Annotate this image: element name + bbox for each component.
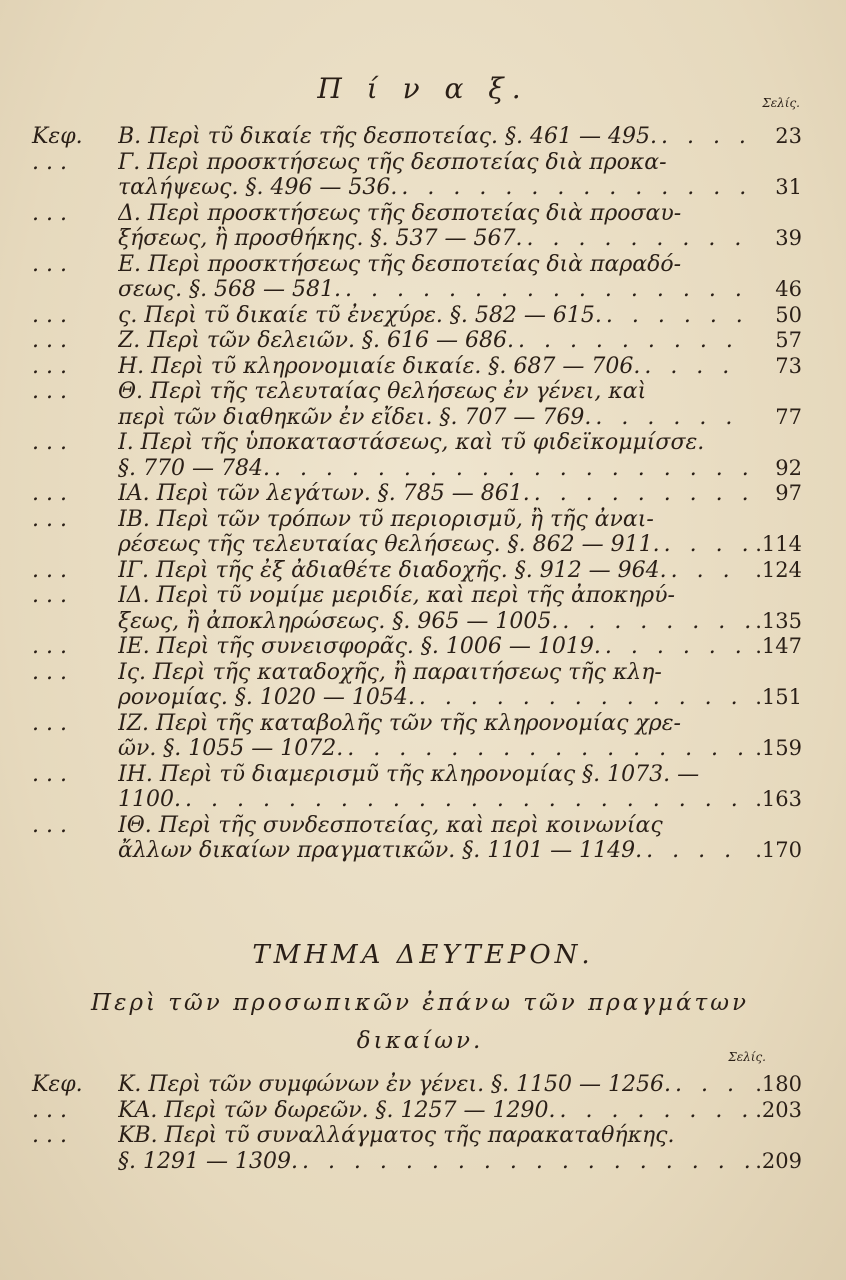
toc-entry [32, 660, 802, 711]
toc-prefix: . . . [32, 251, 67, 277]
toc-text: ΙΔ. Περὶ τῦ νομίμε μεριδίε, καὶ περὶ τῆς ἀποκηρύ- [118, 583, 675, 608]
toc-line [32, 150, 802, 176]
table-of-contents [32, 124, 802, 864]
toc-line [32, 736, 802, 762]
toc-line [32, 456, 802, 482]
dot-leader [527, 226, 751, 252]
toc-text: ΙΓ. Περὶ τῆς ἐξ ἀδιαθέτε διαδοχῆς. §. 912 — 964. [118, 557, 667, 583]
toc-line [32, 277, 802, 303]
toc-line [32, 226, 802, 252]
toc-entry [32, 634, 802, 660]
dot-leader [534, 481, 750, 507]
toc-text: ς. Περὶ τῦ δικαίε τῦ ἐνεχύρε. §. 582 — 615. [118, 302, 602, 328]
toc-prefix: . . . [32, 200, 67, 226]
toc-text: ρονομίας. §. 1020 — 1054. [118, 685, 415, 710]
toc-entry [32, 711, 802, 762]
dot-leader [606, 303, 750, 329]
toc-text: Ις. Περὶ τῆς καταδοχῆς, ἢ παραιτήσεως τῆς κλη- [118, 659, 662, 685]
toc-line [32, 124, 802, 150]
toc-line [32, 1149, 802, 1175]
toc-line [32, 303, 802, 329]
toc-text: ΚΒ. Περὶ τῦ συναλλάγματος τῆς παρακαταθήκης. [118, 1123, 675, 1148]
toc-prefix: . . . [32, 812, 67, 838]
toc-prefix: . . . [32, 302, 67, 328]
toc-line [32, 787, 802, 813]
dot-leader [644, 354, 750, 380]
toc-page-number: 50 [775, 302, 802, 327]
toc-text: ΙΕ. Περὶ τῆς συνεισφορᾶς. §. 1006 — 1019. [118, 634, 601, 659]
toc-text: ΙΖ. Περὶ τῆς καταβολῆς τῶν τῆς κληρονομίας χρε- [118, 710, 681, 736]
toc-entry [32, 813, 802, 864]
toc-line [32, 558, 802, 584]
toc-text: Θ. Περὶ τῆς τελευταίας θελήσεως ἐν γένει, καὶ [118, 379, 647, 404]
toc-prefix: . . . [32, 328, 67, 353]
section-page-column-label: Σελίς. [728, 1050, 766, 1064]
toc-page-number: 31 [775, 175, 802, 199]
toc-text: Γ. Περὶ προσκτήσεως τῆς δεσποτείας διὰ προκα- [118, 149, 667, 175]
toc-line [32, 762, 802, 788]
toc-page-number: 23 [775, 124, 802, 148]
toc-text: ῶν. §. 1055 — 1072. [118, 736, 344, 761]
toc-prefix: . . . [32, 557, 67, 583]
toc-line [32, 634, 802, 660]
toc-prefix: . . . [32, 430, 67, 455]
toc-text: ἄλλων δικαίων πραγματικῶν. §. 1101 — 1149. [118, 838, 643, 863]
toc-line [32, 838, 802, 864]
dot-leader [605, 634, 750, 660]
toc-entry [32, 583, 802, 634]
toc-text: ξήσεως, ἢ προσθήκης. §. 537 — 567. [118, 226, 523, 251]
toc-page-number: 57 [775, 328, 802, 352]
toc-page-number: 39 [775, 226, 802, 250]
toc-line [32, 201, 802, 227]
toc-page-number: 46 [775, 277, 802, 301]
toc-text: ΙΗ. Περὶ τῦ διαμερισμῦ τῆς κληρονομίας §. 1073. — [118, 761, 700, 787]
toc-text: Κ. Περὶ τῶν συμφώνων ἐν γένει. §. 1150 — 1256. [118, 1072, 672, 1097]
dot-leader [562, 609, 750, 635]
toc-page-number: 73 [775, 353, 802, 378]
toc-line [32, 481, 802, 507]
toc-entry [32, 1072, 802, 1098]
toc-text: ρέσεως τῆς τελευταίας θελήσεως. §. 862 — 911. [118, 532, 660, 557]
dot-leader [401, 175, 750, 201]
toc-line [32, 430, 802, 456]
toc-page-number: .124 [755, 557, 802, 582]
toc-page-number: .135 [755, 608, 802, 633]
dot-leader [419, 685, 750, 711]
toc-entry [32, 252, 802, 303]
toc-entry [32, 379, 802, 430]
toc-entry [32, 558, 802, 584]
toc-prefix: . . . [32, 149, 67, 175]
toc-entry [32, 124, 802, 150]
section-subtitle: Περὶ τῶν προσωπικῶν ἐπάνω τῶν πραγμάτων δικαίων. [91, 990, 749, 1054]
toc-line [32, 1072, 802, 1098]
toc-line [32, 609, 802, 635]
toc-prefix: . . . [32, 353, 67, 379]
toc-entry [32, 328, 802, 354]
toc-line [32, 660, 802, 686]
toc-text: §. 1291 — 1309. [118, 1148, 298, 1174]
toc-text: Δ. Περὶ προσκτήσεως τῆς δεσποτείας διὰ προσαυ- [118, 200, 682, 226]
dot-leader [646, 838, 750, 864]
toc-line [32, 1123, 802, 1149]
toc-text: 1100. [118, 787, 181, 812]
toc-text: ΙΑ. Περὶ τῶν λεγάτων. §. 785 — 861. [118, 481, 530, 506]
toc-prefix: . . . [32, 710, 67, 736]
dot-leader [595, 405, 750, 431]
toc-prefix: . . . [32, 379, 67, 404]
toc-page-number: .163 [755, 787, 802, 811]
toc-line [32, 354, 802, 380]
toc-entry [32, 507, 802, 558]
toc-prefix: . . . [32, 761, 67, 787]
toc-page-number: .147 [755, 634, 802, 658]
toc-prefix: . . . [32, 583, 67, 608]
toc-text: Η. Περὶ τῦ κληρονομιαίε δικαίε. §. 687 — 706. [118, 353, 641, 379]
toc-prefix: . . . [32, 506, 67, 532]
toc-line [32, 813, 802, 839]
toc-line [32, 1098, 802, 1124]
toc-page-number: .180 [755, 1072, 802, 1096]
toc-line [32, 175, 802, 201]
toc-page-number: .114 [755, 532, 802, 556]
section-heading: ΤΜΗΜΑ ΔΕΥΤΕΡΟΝ. [252, 940, 594, 970]
toc-entry [32, 762, 802, 813]
toc-line [32, 711, 802, 737]
table-of-contents-part-two [32, 1072, 802, 1174]
toc-line [32, 328, 802, 354]
toc-entry [32, 354, 802, 380]
toc-page-number: 97 [775, 481, 802, 505]
toc-page-number: .209 [755, 1148, 802, 1173]
toc-entry [32, 303, 802, 329]
toc-prefix: . . . [32, 1123, 67, 1148]
toc-line [32, 685, 802, 711]
toc-page-number: .170 [755, 838, 802, 862]
dot-leader [518, 328, 750, 354]
dot-leader [185, 787, 750, 813]
toc-entry [32, 1098, 802, 1124]
toc-text: Ι. Περὶ τῆς ὑποκαταστάσεως, καὶ τῦ φιδεϊκομμίσσε. [118, 430, 705, 455]
dot-leader [347, 736, 750, 762]
dot-leader [302, 1149, 750, 1175]
toc-entry [32, 201, 802, 252]
dot-leader [664, 532, 750, 558]
toc-text: σεως. §. 568 — 581. [118, 277, 342, 302]
page-title: Π ί ν α ξ. [317, 72, 529, 105]
toc-text: ΙΒ. Περὶ τῶν τρόπων τῦ περιορισμῦ, ἢ τῆς ἀναι- [118, 506, 654, 532]
toc-page-number: .151 [755, 685, 802, 709]
toc-line [32, 532, 802, 558]
toc-text: περὶ τῶν διαθηκῶν ἐν εἴδει. §. 707 — 769. [118, 404, 592, 430]
toc-text: ταλήψεως. §. 496 — 536. [118, 175, 398, 200]
toc-entry [32, 481, 802, 507]
toc-prefix: . . . [32, 634, 67, 659]
dot-leader [661, 124, 750, 150]
toc-prefix: Κεφ. [32, 1072, 83, 1097]
toc-line [32, 405, 802, 431]
toc-page-number: 77 [775, 404, 802, 429]
toc-text: Ε. Περὶ προσκτήσεως τῆς δεσποτείας διὰ παραδό- [118, 251, 682, 277]
toc-entry [32, 150, 802, 201]
toc-prefix: . . . [32, 1097, 67, 1123]
dot-leader [274, 456, 750, 482]
toc-line [32, 583, 802, 609]
toc-line [32, 379, 802, 405]
toc-prefix: . . . [32, 481, 67, 506]
toc-page-number: .159 [755, 736, 802, 760]
dot-leader [345, 277, 750, 303]
dot-leader [671, 558, 750, 584]
toc-prefix: . . . [32, 659, 67, 685]
toc-entry [32, 430, 802, 481]
toc-line [32, 507, 802, 533]
dot-leader [560, 1098, 751, 1124]
toc-entry [32, 1123, 802, 1174]
toc-text: Ζ. Περὶ τῶν δελειῶν. §. 616 — 686. [118, 328, 514, 353]
toc-text: §. 770 — 784. [118, 455, 270, 481]
toc-text: Β. Περὶ τῦ δικαίε τῆς δεσποτείας. §. 461 — 495. [118, 124, 657, 149]
toc-text: ΙΘ. Περὶ τῆς συνδεσποτείας, καὶ περὶ κοινωνίας [118, 812, 663, 838]
toc-line [32, 252, 802, 278]
toc-text: ΚΑ. Περὶ τῶν δωρεῶν. §. 1257 — 1290. [118, 1097, 556, 1123]
toc-prefix: Κεφ. [32, 124, 83, 149]
dot-leader [675, 1072, 750, 1098]
toc-page-number: 92 [775, 455, 802, 480]
page-column-label: Σελίς. [762, 96, 800, 110]
toc-page-number: .203 [755, 1097, 802, 1122]
toc-text: ξεως, ἢ ἀποκληρώσεως. §. 965 — 1005. [118, 608, 559, 634]
